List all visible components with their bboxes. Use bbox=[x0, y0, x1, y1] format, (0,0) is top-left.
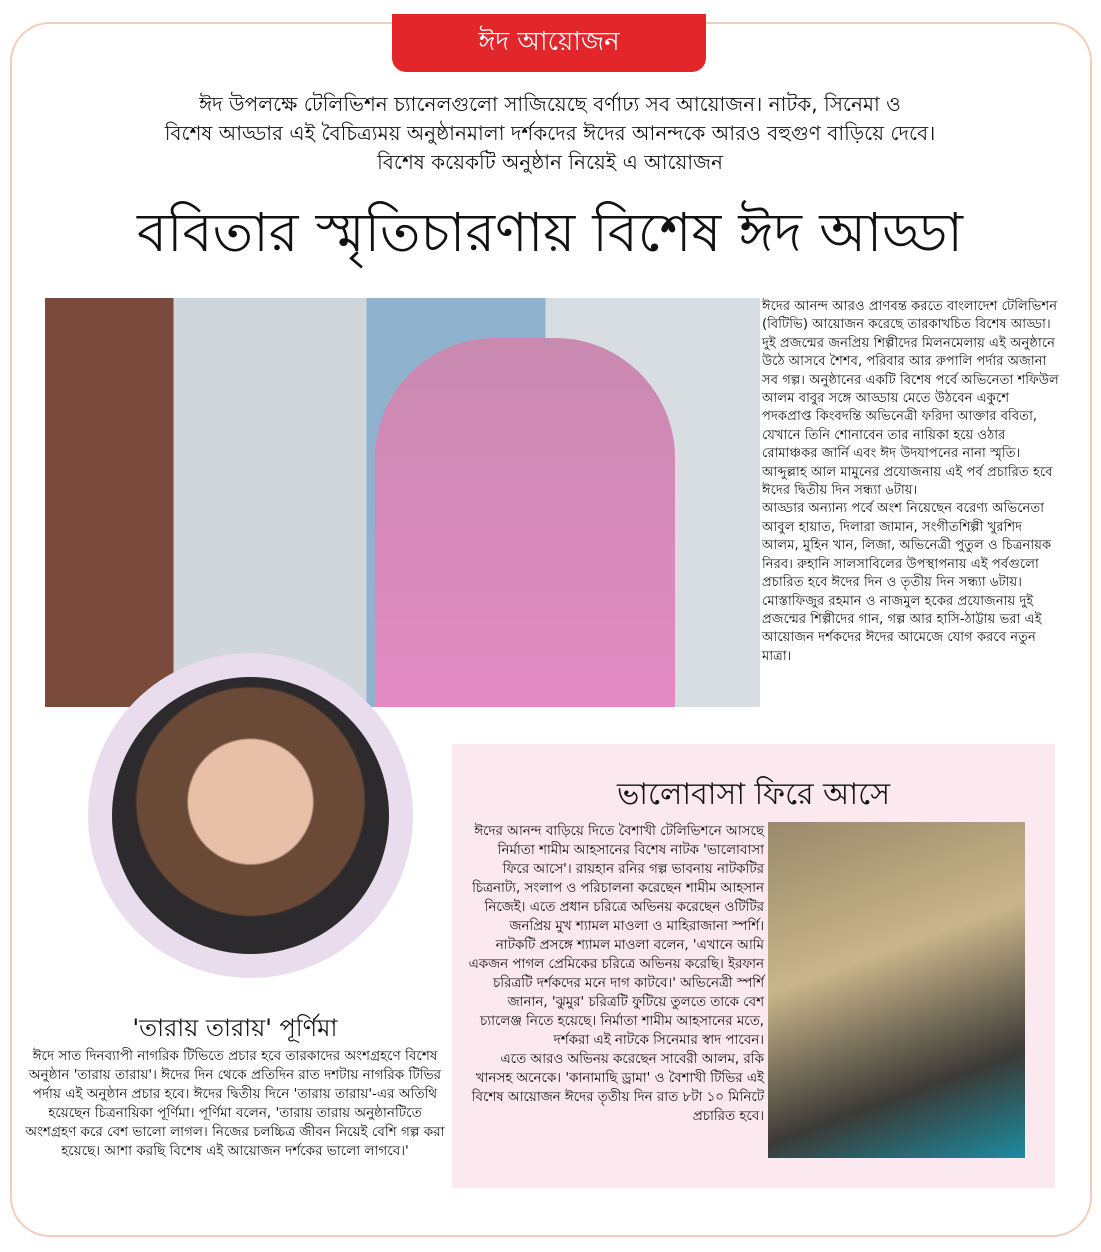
figure-silhouette bbox=[375, 338, 675, 707]
paragraph: ঈদের আনন্দ বাড়িয়ে দিতে বৈশাখী টেলিভিশনে আসছে নির্মাতা শামীম আহসানের বিশেষ নাটক 'ভালোবাসা ফিরে আসে'। রায়হান রনির গল্প ভাবনায় নাটকটির চিত্রনাট্য, সংলাপ ও পরিচালনা করেছেন শামীম আহসান নিজেই। এতে প্রধান চরিত্রে অভিনয় করেছেন ওটিটির জনপ্রিয় মুখ শ্যামল মাওলা ও মাহিরাজানা স্পর্শি। নাটকটি প্রসঙ্গে শ্যামল মাওলা বলেন, 'এখানে আমি একজন পাগল প্রেমিকের চরিত্রে অভিনয় করেছি। ইরফান চরিত্রটি দর্শকদের মনে দাগ কাটবে।' অভিনেত্রী স্পর্শি জানান, 'ঝুমুর' চরিত্রটি ফুটিয়ে তুলতে তাকে বেশ চ্যালেঞ্জ নিতে হয়েছে। নির্মাতা শামীম আহসানের মতে, দর্শকরা এই নাটকে সিনেমার স্বাদ পাবেন। bbox=[468, 824, 764, 1048]
bobita-photo bbox=[45, 298, 760, 707]
headline: ববিতার স্মৃতিচারণায় বিশেষ ঈদ আড্ডা bbox=[137, 201, 963, 264]
paragraph: আড্ডার অন্যান্য পর্বে অংশ নিয়েছেন বরেণ্য অভিনেতা আবুল হায়াত, দিলারা জামান, সংগীতশিল্পী খুরশিদ আলম, মুহিন খান, লিজা, অভিনেত্রী পুতুল ও চিত্রনায়ক নিরব। রুহানি সালসাবিলের উপস্থাপনায় এই পর্বগুলো প্রচারিত হবে ঈদের দিন ও তৃতীয় দিন সন্ধ্যা ৬টায়। মোস্তাফিজুর রহমান ও নাজমুল হকের প্রযোজনায় দুই প্রজন্মের শিল্পীদের গান, গল্প আর হাসি-ঠাট্টায় ভরা এই আয়োজন দর্শকদের ঈদের আমেজে যোগ করবে নতুন মাত্রা। bbox=[762, 501, 1052, 664]
intro-text bbox=[60, 90, 1040, 177]
paragraph: ঈদের আনন্দ আরও প্রাণবন্ত করতে বাংলাদেশ টেলিভিশন (বিটিভি) আয়োজন করেছে তারকাখচিত বিশেষ আড্ডা। দুই প্রজন্মের জনপ্রিয় শিল্পীদের মিলনমেলায় এই অনুষ্ঠানে উঠে আসবে শৈশব, পরিবার আর রুপালি পর্দার অজানা সব গল্প। অনুষ্ঠানের একটি বিশেষ পর্বে অভিনেতা শফিউল আলম বাবুর সঙ্গে আড্ডায় মেতে উঠবেন একুশে পদকপ্রাপ্ত কিংবদন্তি অভিনেত্রী ফরিদা আক্তার ববিতা, যেখানে তিনি শোনাবেন তার নায়িকা হয়ে ওঠার রোমাঞ্চকর জার্নি এবং ঈদ উদযাপনের নানা স্মৃতি। আব্দুল্লাহ আল মামুনের প্রযোজনায় এই পর্ব প্রচারিত হবে ঈদের দ্বিতীয় দিন সন্ধ্যা ৬টায়। bbox=[762, 299, 1059, 499]
story2-body: ঈদে সাত দিনব্যাপী নাগরিক টিভিতে প্রচার হবে তারকাদের অংশগ্রহণে বিশেষ অনুষ্ঠান 'তারায় তারায়'। ঈদের দিন থেকে প্রতিদিন রাত দশটায় নাগরিক টিভির পর্দায় এই অনুষ্ঠান প্রচার হবে। ঈদের দ্বিতীয় দিনে 'তারায় তারায়'-এর অতিথি হয়েছেন চিত্রনায়িকা পূর্ণিমা। পূর্ণিমা বলেন, 'তারায় তারায় অনুষ্ঠানটিতে অংশগ্রহণ করে বেশ ভালো লাগল। নিজের চলচ্চিত্র জীবন নিয়েই বেশি গল্প করা হয়েছে। আশা করছি বিশেষ এই আয়োজন দর্শকের ভালো লাগবে।' bbox=[25, 1048, 445, 1159]
portrait bbox=[112, 677, 389, 954]
intro-line: ঈদ উপলক্ষে টেলিভিশন চ্যানেলগুলো সাজিয়েছে বর্ণাঢ্য সব আয়োজন। নাটক, সিনেমা ও bbox=[199, 92, 901, 116]
paragraph: এতে আরও অভিনয় করেছেন সাবেরী আলম, রকি খানসহ অনেকে। 'কানামাছি ড্রামা' ও বৈশাখী টিভির এই বিশেষ আয়োজন ঈদের তৃতীয় দিন রাত ৮টা ১০ মিনিটে প্রচারিত হবে। bbox=[471, 1052, 764, 1124]
story3-box bbox=[452, 744, 1055, 1188]
story3-title: ভালোবাসা ফিরে আসে bbox=[616, 777, 891, 812]
intro-line: বিশেষ কয়েকটি অনুষ্ঠান নিয়েই এ আয়োজন bbox=[377, 150, 723, 174]
drama-photo bbox=[768, 822, 1025, 1158]
intro-line: বিশেষ আড্ডার এই বৈচিত্র্যময় অনুষ্ঠানমালা দর্শকদের ঈদের আনন্দকে আরও বহুগুণ বাড়িয়ে দেবে। bbox=[164, 121, 936, 145]
purnima-photo bbox=[88, 653, 413, 978]
section-tab: ঈদ আয়োজন bbox=[392, 14, 706, 72]
story3-body bbox=[468, 822, 764, 1126]
story1-body bbox=[762, 298, 1062, 666]
story2-title: 'তারায় তারায়' পূর্ণিমা bbox=[132, 1014, 338, 1042]
